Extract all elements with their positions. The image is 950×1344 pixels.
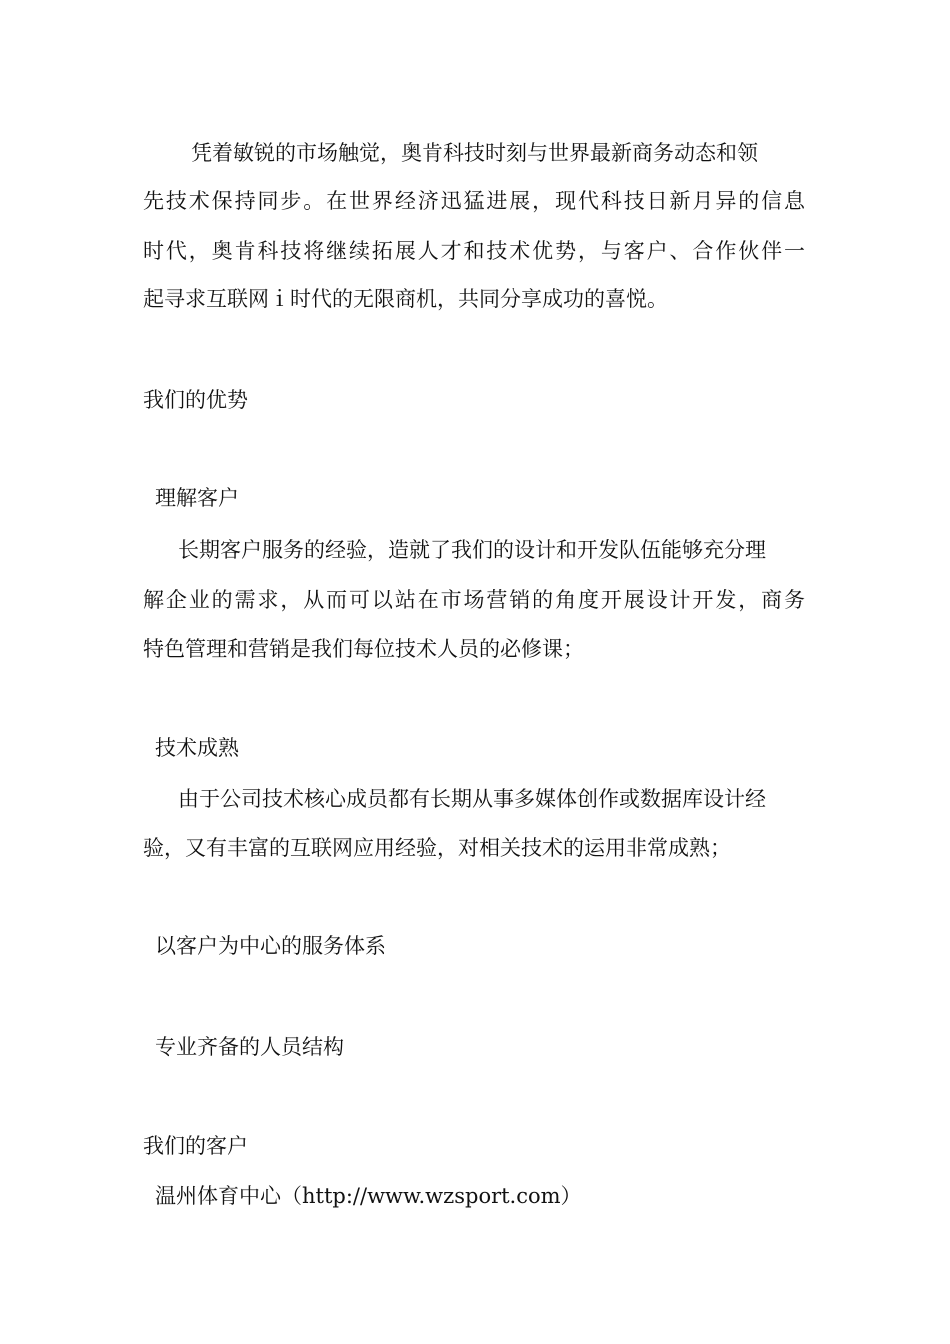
clients-heading: 我们的客户	[143, 1134, 248, 1158]
client-item-1: 温州体育中心（http://www.wzsport.com）	[155, 1184, 582, 1208]
mature-line-1: 由于公司技术核心成员都有长期从事多媒体创作或数据库设计经	[178, 787, 766, 811]
intro-line-2: 先技术保持同步。在世界经济迅猛进展，现代科技日新月异的信息	[143, 189, 805, 213]
intro-line-3: 时代，奥肯科技将继续拓展人才和技术优势，与客户、合作伙伴一	[143, 239, 805, 263]
mature-title: 技术成熟	[155, 736, 239, 760]
mature-line-2: 验，又有丰富的互联网应用经验，对相关技术的运用非常成熟；	[143, 836, 731, 860]
understand-title: 理解客户	[155, 486, 239, 510]
staff-title: 专业齐备的人员结构	[155, 1035, 344, 1059]
intro-line-4: 起寻求互联网ｉ时代的无限商机，共同分享成功的喜悦。	[143, 287, 668, 311]
understand-line-1: 长期客户服务的经验，造就了我们的设计和开发队伍能够充分理	[178, 538, 766, 562]
intro-line-1: 凭着敏锐的市场触觉，奥肯科技时刻与世界最新商务动态和领	[191, 141, 758, 165]
advantages-heading: 我们的优势	[143, 388, 248, 412]
understand-line-2: 解企业的需求，从而可以站在市场营销的角度开展设计开发，商务	[143, 588, 805, 612]
understand-line-3: 特色管理和营销是我们每位技术人员的必修课；	[143, 637, 584, 661]
service-title: 以客户为中心的服务体系	[155, 934, 386, 958]
